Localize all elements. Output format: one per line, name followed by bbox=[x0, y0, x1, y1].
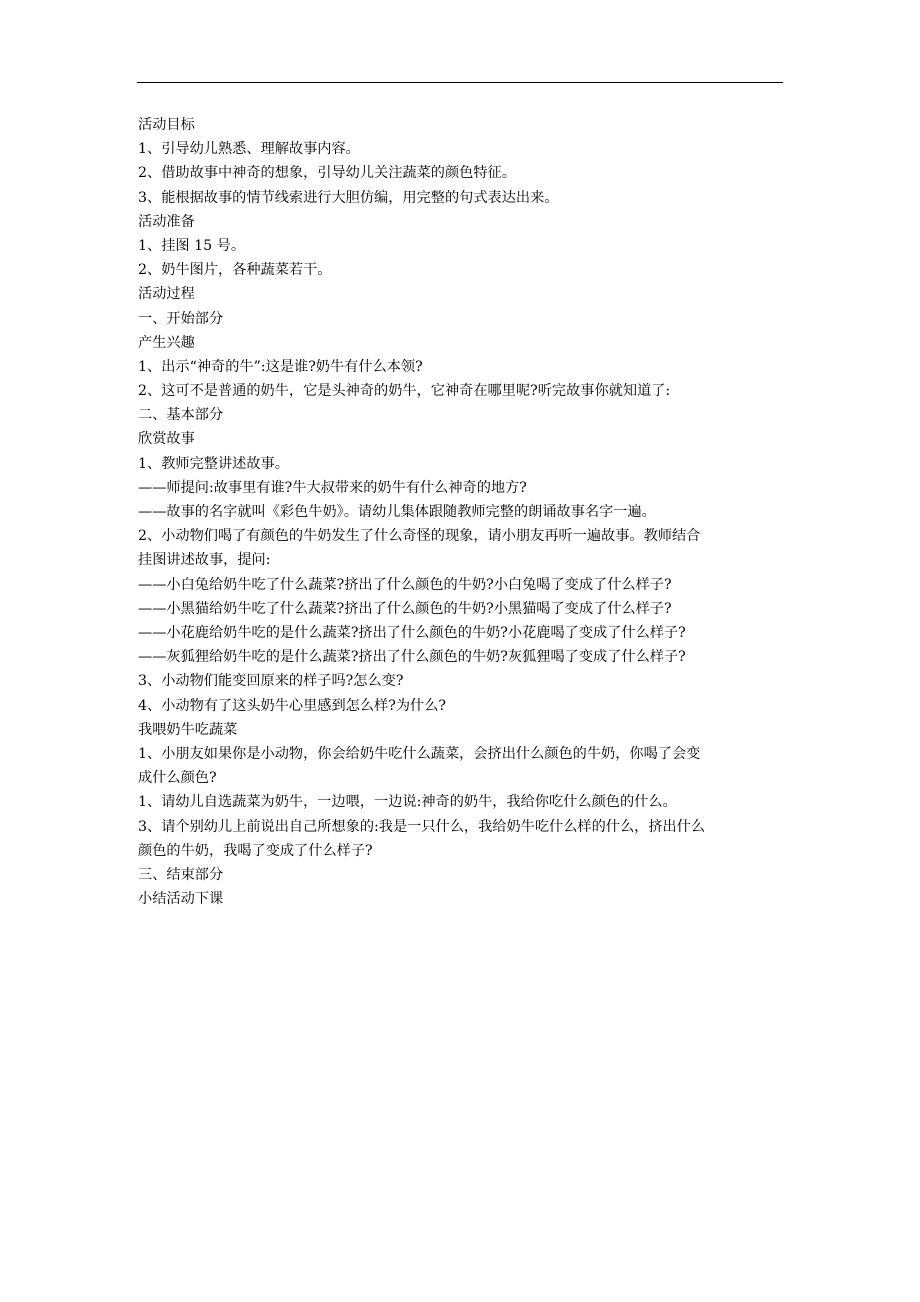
header-rule bbox=[137, 82, 783, 83]
section-heading-process: 活动过程 bbox=[138, 286, 195, 303]
story-question-fox: ——灰狐狸给奶牛吃的是什么蔬菜?挤出了什么颜色的牛奶?灰狐狸喝了变成了什么样子? bbox=[138, 649, 686, 666]
story-item-2 bbox=[138, 524, 786, 572]
preparation-item-1: 1、挂图 15 号。 bbox=[138, 237, 246, 254]
subheading-interest: 产生兴趣 bbox=[138, 334, 195, 351]
document-body bbox=[138, 113, 786, 911]
opening-item-1: 1、出示“神奇的牛”:这是谁?奶牛有什么本领? bbox=[138, 358, 423, 375]
goal-item-2: 2、借助故事中神奇的想象，引导幼儿关注蔬菜的颜色特征。 bbox=[138, 165, 516, 182]
feeding-item-1 bbox=[138, 742, 786, 790]
goal-item-1: 1、引导幼儿熟悉、理解故事内容。 bbox=[138, 141, 360, 158]
feeding-item-3 bbox=[138, 815, 786, 863]
part-heading-ending: 三、结束部分 bbox=[138, 866, 224, 883]
story-question-cat: ——小黑猫给奶牛吃了什么蔬菜?挤出了什么颜色的牛奶?小黑猫喝了变成了什么样子? bbox=[138, 600, 672, 617]
feeding-item-1-line-2: 成什么颜色? bbox=[138, 770, 217, 787]
story-question-rabbit: ——小白兔给奶牛吃了什么蔬菜?挤出了什么颜色的牛奶?小白兔喝了变成了什么样子? bbox=[138, 576, 672, 593]
subheading-story: 欣赏故事 bbox=[138, 431, 195, 448]
feeding-item-2: 1、请幼儿自选蔬菜为奶牛，一边喂，一边说:神奇的奶牛，我给你吃什么颜色的什么。 bbox=[138, 794, 677, 811]
story-item-2-line-2: 挂图讲述故事，提问: bbox=[138, 552, 271, 569]
story-question-1: ——师提问:故事里有谁?牛大叔带来的奶牛有什么神奇的地方? bbox=[138, 479, 527, 496]
feeding-item-1-line-1: 1、小朋友如果你是小动物，你会给奶牛吃什么蔬菜，会挤出什么颜色的牛奶，你喝了会变 bbox=[138, 745, 701, 762]
part-heading-opening: 一、开始部分 bbox=[138, 310, 224, 327]
goal-item-3: 3、能根据故事的情节线索进行大胆仿编，用完整的句式表达出来。 bbox=[138, 189, 559, 206]
story-question-deer: ——小花鹿给奶牛吃的是什么蔬菜?挤出了什么颜色的牛奶?小花鹿喝了变成了什么样子? bbox=[138, 624, 686, 641]
story-question-2: ——故事的名字就叫《彩色牛奶》。请幼儿集体跟随教师完整的朗诵故事名字一遍。 bbox=[138, 504, 656, 520]
subheading-feeding: 我喂奶牛吃蔬菜 bbox=[138, 721, 238, 738]
section-heading-preparation: 活动准备 bbox=[138, 213, 195, 230]
story-item-2-line-1: 2、小动物们喝了有颜色的牛奶发生了什么奇怪的现象，请小朋友再听一遍故事。教师结合 bbox=[138, 528, 701, 545]
story-item-1: 1、教师完整讲述故事。 bbox=[138, 455, 289, 472]
feeding-item-3-line-1: 3、请个别幼儿上前说出自己所想象的:我是一只什么，我给奶牛吃什么样的什么，挤出什么 bbox=[138, 818, 706, 835]
story-item-3: 3、小动物们能变回原来的样子吗?怎么变? bbox=[138, 673, 404, 690]
ending-item: 小结活动下课 bbox=[138, 891, 224, 908]
story-item-4: 4、小动物有了这头奶牛心里感到怎么样?为什么? bbox=[138, 697, 446, 714]
opening-item-2: 2、这可不是普通的奶牛，它是头神奇的奶牛，它神奇在哪里呢?听完故事你就知道了: bbox=[138, 383, 671, 400]
preparation-item-2: 2、奶牛图片，各种蔬菜若干。 bbox=[138, 262, 332, 279]
feeding-item-3-line-2: 颜色的牛奶，我喝了变成了什么样子? bbox=[138, 842, 373, 859]
section-heading-goals: 活动目标 bbox=[138, 117, 195, 133]
part-heading-basic: 二、基本部分 bbox=[138, 407, 224, 424]
